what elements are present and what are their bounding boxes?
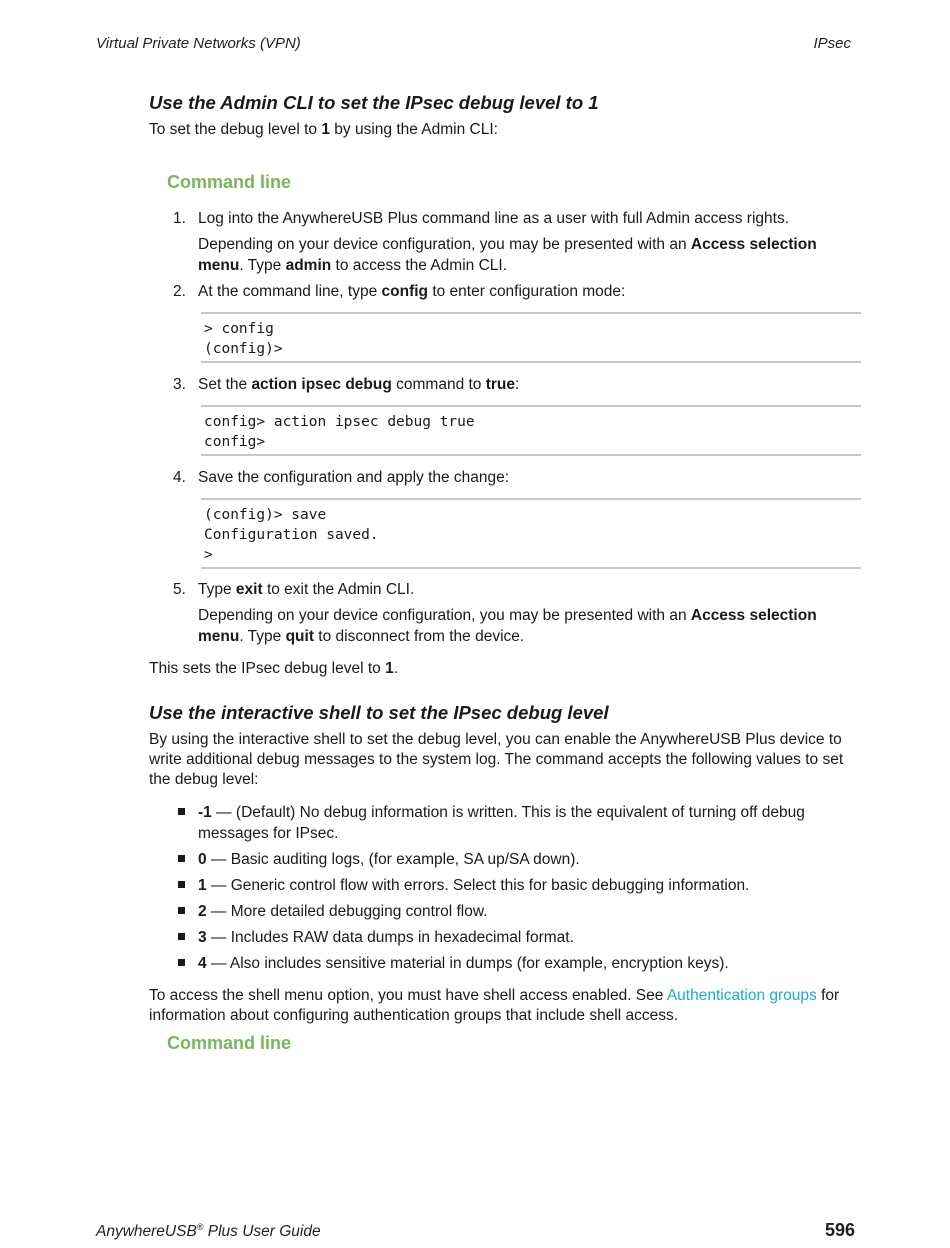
step-text: Set the action ipsec debug command to true: (198, 376, 520, 393)
step-number: 4. (173, 469, 186, 486)
step-5-note: Depending on your device configuration, you may be presented with an Access selection menu. Type quit to disconnect from the device. (198, 607, 817, 645)
step-text: Log into the AnywhereUSB Plus command line as a user with full Admin access rights. (198, 210, 790, 227)
authentication-groups-link[interactable]: Authentication groups (666, 987, 817, 1004)
code-block-save[interactable]: (config)> save Configuration saved. > (201, 498, 861, 569)
bullet-square-icon (178, 808, 185, 815)
running-header-left: Virtual Private Networks (VPN) (96, 35, 301, 52)
running-header-right: IPsec (813, 35, 851, 52)
bullet-square-icon (178, 881, 185, 888)
shell-access-note: To access the shell menu option, you must have shell access enabled. See Authentication groups for information about configuring authentication groups that include shell access. (149, 987, 840, 1024)
step-number: 3. (173, 376, 186, 393)
step-text: At the command line, type config to enter configuration mode: (198, 283, 626, 300)
step-text: Type exit to exit the Admin CLI. (198, 581, 415, 598)
step-number: 1. (173, 210, 186, 227)
page-number: 596 (824, 1220, 855, 1240)
step-text: Save the configuration and apply the change: (198, 469, 510, 486)
bullet-square-icon (178, 933, 185, 940)
command-line-heading: Command line (167, 1033, 292, 1053)
section2-intro: By using the interactive shell to set the debug level, you can enable the AnywhereUSB Plus device to write additional debug messages to the system log. The command accepts the following values to set the debug level: (149, 731, 844, 788)
section-heading-interactive-shell: Use the interactive shell to set the IPsec debug level (149, 702, 609, 723)
command-line-heading: Command line (167, 172, 292, 192)
code-block-config[interactable]: > config (config)> (201, 312, 861, 363)
bullet-square-icon (178, 959, 185, 966)
section1-outro: This sets the IPsec debug level to 1. (149, 660, 399, 677)
footer-guide-title: AnywhereUSB® Plus User Guide (96, 1222, 321, 1241)
section1-intro: To set the debug level to 1 by using the Admin CLI: (149, 121, 498, 138)
code-block-ipsec-debug[interactable]: config> action ipsec debug true config> (201, 405, 861, 456)
bullet-square-icon (178, 907, 185, 914)
bullet-square-icon (178, 855, 185, 862)
step-1-note: Depending on your device configuration, you may be presented with an Access selection menu. Type admin to access the Admin CLI. (198, 236, 817, 274)
step-number: 5. (173, 581, 186, 598)
step-number: 2. (173, 283, 186, 300)
section-heading-admin-cli: Use the Admin CLI to set the IPsec debug level to 1 (149, 92, 599, 113)
